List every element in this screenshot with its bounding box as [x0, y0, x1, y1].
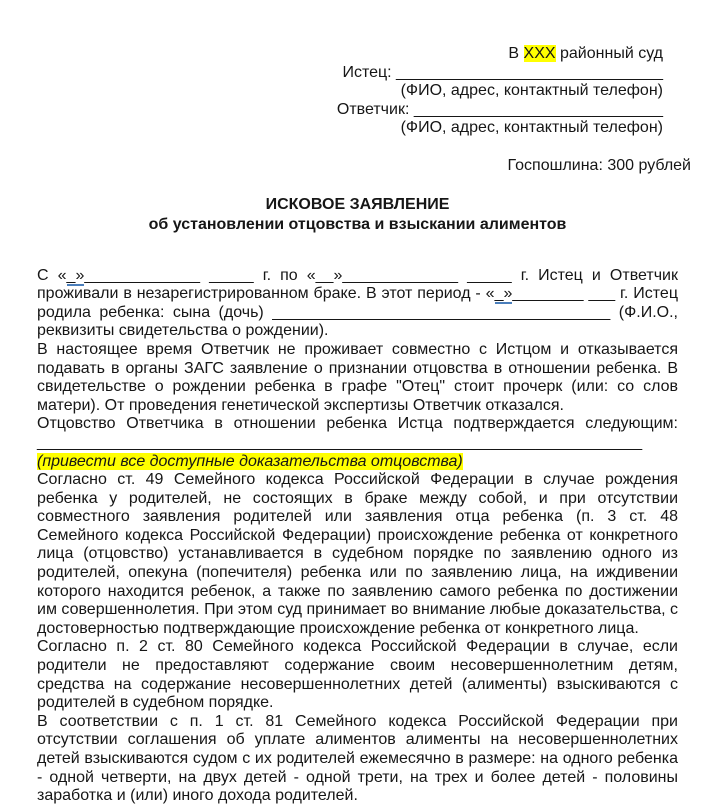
- document-title: [37, 195, 678, 235]
- defendant-hint: (ФИО, адрес, контактный телефон): [400, 119, 663, 137]
- defendant-label: Ответчик:: [336, 100, 414, 118]
- plaintiff-label: Истец:: [342, 63, 397, 81]
- defendant-field[interactable]: ____________________________: [413, 100, 663, 118]
- plaintiff-field[interactable]: ______________________________: [396, 63, 663, 81]
- paragraph-defendant-refusal: В настоящее время Ответчик не проживает совместно с Истцом и отказывается подавать в органы ЗАГС заявление о признании отцовства в отношении ребенка. В свидетельстве о рождении ребенка в графе "Отец" стоит прочерк (или: со слов матери). От проведения генетической экспертизы Ответчик отказался.: [37, 340, 678, 414]
- p3-text: Отцовство Ответчика в отношении ребенка Истца подтверждается следующим:: [37, 415, 678, 433]
- defendant-line: [37, 101, 663, 120]
- paragraph-period-and-child: [37, 267, 678, 341]
- p1-seg2: _____________ _____ г. по «__»_____________ _____ г. Истец и Ответчик проживали в незарегистрированном браке. В этот период - «: [37, 266, 678, 303]
- p1-seg3: ________ ___ г. Истец родила ребенка: сына (дочь): [37, 285, 678, 321]
- title-line-1: ИСКОВОЕ ЗАЯВЛЕНИЕ: [265, 195, 450, 213]
- plaintiff-line: [37, 64, 663, 83]
- paragraph-article-80: Согласно п. 2 ст. 80 Семейного кодекса Российской Федерации в случае, если родители не предоставляют содержание своим несовершеннолетним детям, средства на содержание несовершеннолетних детей (алименты) взыскиваются с родителей в судебном порядке.: [37, 638, 678, 712]
- court-placeholder-highlight[interactable]: XXX: [523, 45, 556, 62]
- revision-mark-date-2[interactable]: _»: [494, 285, 513, 303]
- court-prefix: В: [508, 45, 524, 62]
- p1-hint: (Ф.И.О., реквизиты свидетельства о рождении).: [37, 303, 678, 340]
- plaintiff-hint: (ФИО, адрес, контактный телефон): [400, 82, 663, 100]
- header-block: [37, 45, 663, 138]
- court-line: [37, 45, 663, 64]
- p1-seg1: С «: [37, 266, 67, 284]
- paragraph-article-49: Согласно ст. 49 Семейного кодекса Российской Федерации в случае рождения ребенка у родителей, не состоящих в браке между собой, и при отсутствии совместного заявления родителей или заявления отца ребенка (п. 3 ст. 48 Семейного кодекса Российской Федерации) происхождение ребенка от конкретного лица (отцовство) устанавливается в судебном порядке по заявлению одного из родителей, опекуна (попечителя) ребенка или по заявлению лица, на иждивении которого находится ребенок, а также по заявлению самого ребенка по достижении им совершеннолетия. При этом суд принимает во внимание любые доказательства, с достоверностью подтверждающие происхождение ребенка от конкретного лица.: [37, 471, 678, 637]
- court-suffix: районный суд: [555, 45, 663, 62]
- state-fee-line: Госпошлина: 300 рублей: [507, 156, 691, 174]
- paragraph-paternity-proof: [37, 415, 678, 452]
- title-line-2: об установлении отцовства и взыскании алиментов: [148, 215, 567, 233]
- document-body: [37, 267, 678, 806]
- evidence-field[interactable]: ____________________________________________________________________: [37, 433, 643, 451]
- child-name-field[interactable]: ______________________________________: [272, 303, 611, 321]
- revision-mark-date-1[interactable]: _»: [66, 266, 85, 284]
- paragraph-article-81: В соответствии с п. 1 ст. 81 Семейного кодекса Российской Федерации при отсутствии соглашения об уплате алиментов алименты на несовершеннолетних детей взыскиваются судом с их родителей ежемесячно в размере: на одного ребенка - одной четверти, на двух детей - одной трети, на трех и более детей - половины заработка и (или) иного дохода родителей.: [37, 712, 678, 805]
- paragraph-evidence-caption: [37, 453, 678, 472]
- evidence-caption-highlight: (привести все доступные доказательства отцовства): [37, 452, 463, 470]
